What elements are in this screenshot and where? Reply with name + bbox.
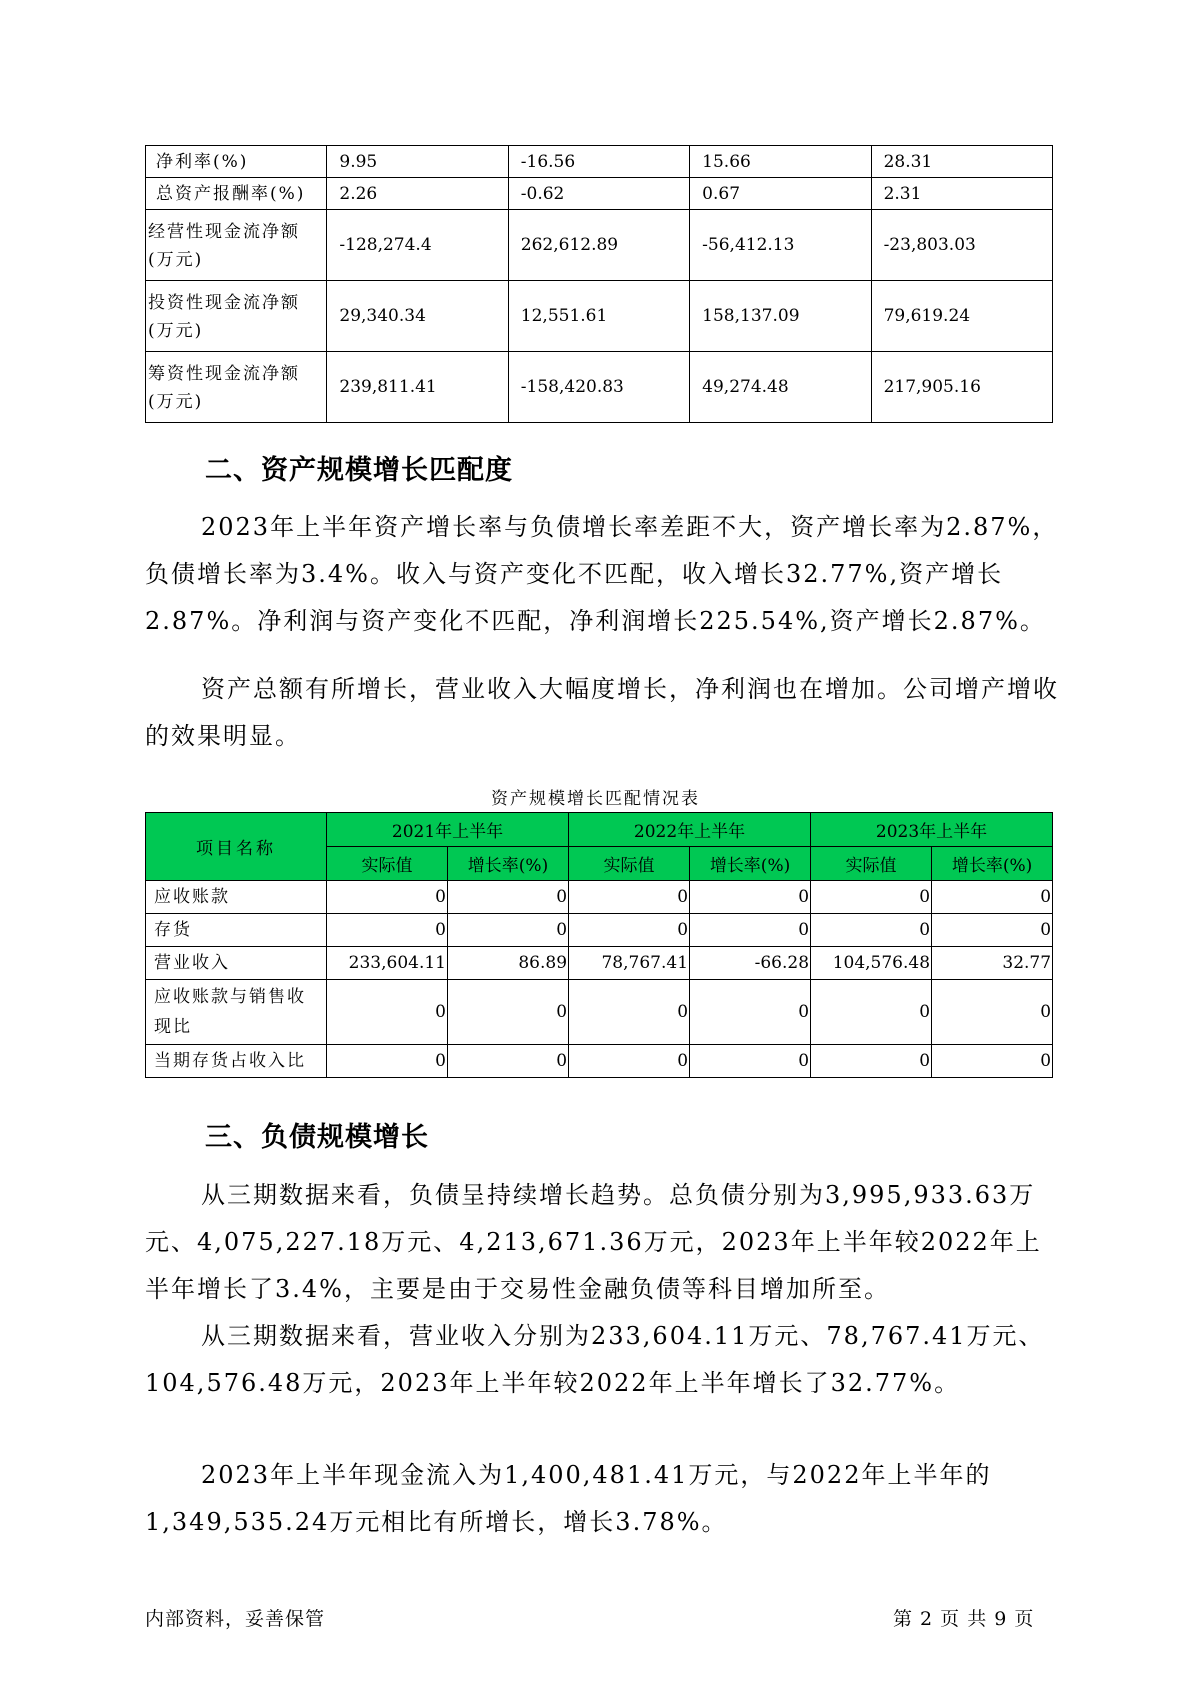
cell-value: 2.26 [327, 178, 508, 210]
table-row [146, 914, 1053, 947]
table-row [146, 281, 1053, 352]
cell-value: 0 [932, 881, 1053, 914]
cell-value: 0 [811, 914, 932, 947]
period-header: 2023年上半年 [811, 813, 1053, 847]
row-label: 应收账款 [146, 881, 327, 914]
cell-value: 0 [448, 980, 569, 1045]
cell-value: 0 [448, 914, 569, 947]
cell-value: 86.89 [448, 947, 569, 980]
cell-value: 15.66 [690, 146, 871, 178]
column-header: 实际值 [327, 847, 448, 881]
cell-value: 28.31 [871, 146, 1052, 178]
section-title: 二、资产规模增长匹配度 [205, 455, 513, 486]
cell-value: 0 [327, 1045, 448, 1078]
cell-value: 0 [690, 1045, 811, 1078]
row-label: 筹资性现金流净额(万元) [146, 352, 327, 423]
cell-value: 0 [811, 1045, 932, 1078]
table-row [146, 210, 1053, 281]
table-row [146, 980, 1053, 1045]
cell-value: 0 [569, 1045, 690, 1078]
table-caption: 资产规模增长匹配情况表 [491, 789, 700, 809]
row-label: 净利率(%) [146, 146, 327, 178]
cell-value: 239,811.41 [327, 352, 508, 423]
period-header: 2022年上半年 [569, 813, 811, 847]
cell-value: 0 [932, 1045, 1053, 1078]
row-label: 营业收入 [146, 947, 327, 980]
table-row [146, 146, 1053, 178]
paragraph: 从三期数据来看，负债呈持续增长趋势。总负债分别为3,995,933.63万元、4,075,227.18万元、4,213,671.36万元，2023年上半年较2022年上半年增长了3.4%，主要是由于交易性金融负债等科目增加所至。 [145, 1181, 1042, 1303]
cell-value: 0 [327, 881, 448, 914]
cell-value: 0 [932, 914, 1053, 947]
table-row [146, 1045, 1053, 1078]
cell-value: 0 [811, 980, 932, 1045]
row-label: 投资性现金流净额(万元) [146, 281, 327, 352]
section-title: 三、负债规模增长 [205, 1122, 429, 1153]
cell-value: -56,412.13 [690, 210, 871, 281]
row-label: 应收账款与销售收现比 [146, 980, 327, 1045]
cell-value: 217,905.16 [871, 352, 1052, 423]
cell-value: -0.62 [508, 178, 689, 210]
cell-value: 0 [569, 881, 690, 914]
cell-value: 0 [932, 980, 1053, 1045]
column-header: 实际值 [811, 847, 932, 881]
cell-value: -23,803.03 [871, 210, 1052, 281]
cell-value: 0 [690, 881, 811, 914]
cell-value: 158,137.09 [690, 281, 871, 352]
paragraph: 2023年上半年现金流入为1,400,481.41万元，与2022年上半年的1,349,535.24万元相比有所增长，增长3.78%。 [145, 1461, 992, 1536]
page-number: 第 2 页 共 9 页 [893, 1608, 1035, 1630]
column-header: 增长率(%) [690, 847, 811, 881]
row-label: 当期存货占收入比 [146, 1045, 327, 1078]
cell-value: 32.77 [932, 947, 1053, 980]
header-row [146, 813, 1053, 847]
table-row [146, 352, 1053, 423]
cell-value: -128,274.4 [327, 210, 508, 281]
cell-value: 0.67 [690, 178, 871, 210]
cell-value: 0 [690, 914, 811, 947]
table-row [146, 947, 1053, 980]
cell-value: 2.31 [871, 178, 1052, 210]
cell-value: 104,576.48 [811, 947, 932, 980]
cell-value: 0 [811, 881, 932, 914]
cell-value: -66.28 [690, 947, 811, 980]
cell-value: 12,551.61 [508, 281, 689, 352]
cell-value: 29,340.34 [327, 281, 508, 352]
cell-value: 0 [690, 980, 811, 1045]
cell-value: 0 [327, 914, 448, 947]
cell-value: 78,767.41 [569, 947, 690, 980]
cell-value: 9.95 [327, 146, 508, 178]
cell-value: 0 [569, 914, 690, 947]
cell-value: 262,612.89 [508, 210, 689, 281]
column-header: 增长率(%) [448, 847, 569, 881]
cell-value: 0 [448, 1045, 569, 1078]
cell-value: -16.56 [508, 146, 689, 178]
table-row [146, 178, 1053, 210]
cell-value: 49,274.48 [690, 352, 871, 423]
footer-note: 内部资料，妥善保管 [145, 1608, 326, 1630]
row-label: 经营性现金流净额(万元) [146, 210, 327, 281]
cell-value: 79,619.24 [871, 281, 1052, 352]
row-label: 存货 [146, 914, 327, 947]
period-header: 2021年上半年 [327, 813, 569, 847]
paragraph: 资产总额有所增长，营业收入大幅度增长，净利润也在增加。公司增产增收的效果明显。 [145, 675, 1059, 750]
column-header: 增长率(%) [932, 847, 1053, 881]
cell-value: -158,420.83 [508, 352, 689, 423]
column-header: 项目名称 [146, 813, 327, 881]
paragraph: 从三期数据来看，营业收入分别为233,604.11万元、78,767.41万元、104,576.48万元，2023年上半年较2022年上半年增长了32.77%。 [145, 1322, 1045, 1397]
paragraph: 2023年上半年资产增长率与负债增长率差距不大，资产增长率为2.87%，负债增长率为3.4%。收入与资产变化不匹配，收入增长32.77%,资产增长2.87%。净利润与资产变化不匹配，净利润增长225.54%,资产增长2.87%。 [145, 513, 1059, 635]
cell-value: 0 [569, 980, 690, 1045]
cell-value: 233,604.11 [327, 947, 448, 980]
column-header: 实际值 [569, 847, 690, 881]
row-label: 总资产报酬率(%) [146, 178, 327, 210]
table-row [146, 881, 1053, 914]
asset-growth-match-table [145, 812, 1053, 1078]
cell-value: 0 [448, 881, 569, 914]
financial-indicators-table [145, 145, 1053, 423]
cell-value: 0 [327, 980, 448, 1045]
